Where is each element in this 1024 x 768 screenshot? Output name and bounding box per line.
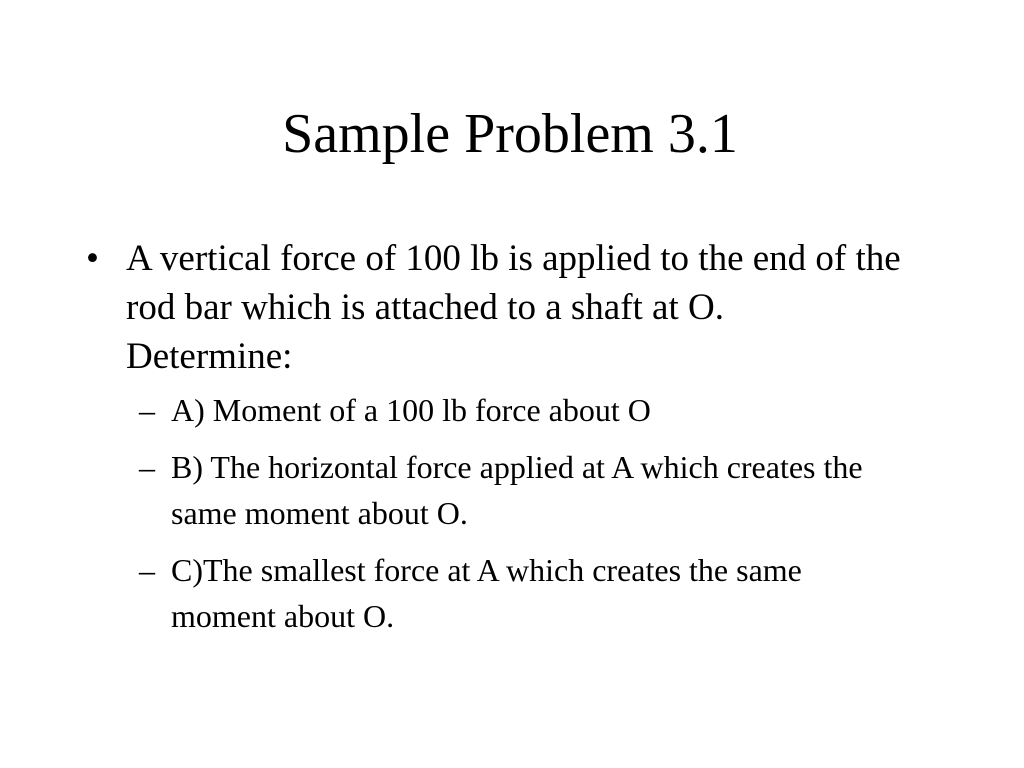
- slide-title: Sample Problem 3.1: [282, 103, 738, 165]
- sub-bullet-text-c: C)The smallest force at A which creates the same moment about O.: [171, 552, 802, 634]
- sub-bullet-item-b: [86, 444, 871, 536]
- sub-bullet-text-a: A) Moment of a 100 lb force about O: [171, 392, 651, 428]
- sub-bullet-marker: –: [139, 552, 155, 588]
- bullet-item: [86, 234, 910, 381]
- sub-bullet-marker: –: [139, 449, 155, 485]
- sub-bullet-text-b: B) The horizontal force applied at A which creates the same moment about O.: [171, 449, 863, 531]
- bullet-marker: •: [86, 238, 99, 279]
- bullet-text: A vertical force of 100 lb is applied to the end of the rod bar which is attached to a shaft at O. Determine:: [126, 238, 910, 377]
- sub-bullet-item-a: [86, 387, 871, 433]
- sub-bullet-list: [86, 387, 906, 639]
- sub-bullet-marker: –: [139, 392, 155, 428]
- sub-bullet-item-c: [86, 547, 871, 639]
- bullet-list: [86, 234, 910, 650]
